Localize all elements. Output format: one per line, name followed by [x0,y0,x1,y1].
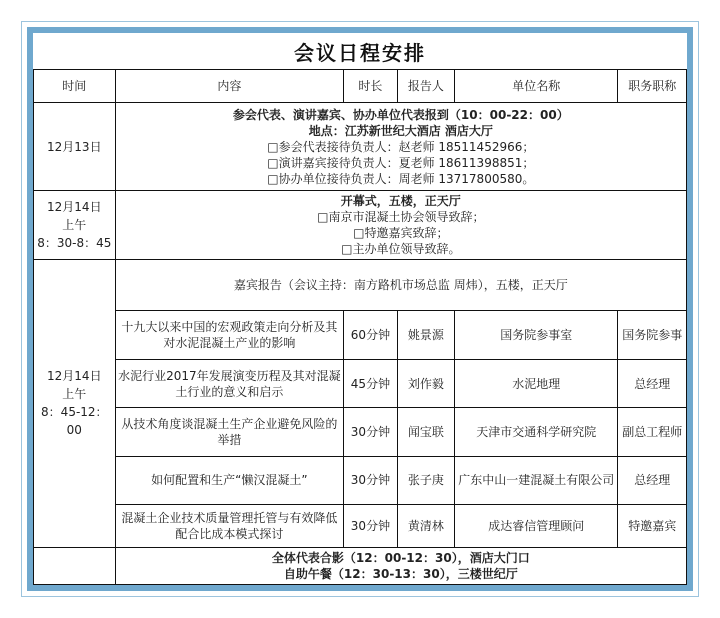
talk-duration: 30分钟 [344,505,398,547]
opening-content-cell [115,191,686,260]
talk-organization: 天津市交通科学研究院 [455,408,618,456]
talk-duration: 30分钟 [344,456,398,504]
col-header-organization: 单位名称 [455,70,618,103]
opening-time-cell [34,191,116,260]
col-header-speaker: 报告人 [397,70,454,103]
opening-line: 开幕式，五楼，正天厅 [340,193,461,208]
closing-line: 全体代表合影（12：00-12：30），酒店大门口 [271,550,530,565]
talk-topic: 混凝土企业技术质量管理托管与有效降低配合比成本模式探讨 [115,505,344,547]
talk-topic: 如何配置和生产“懒汉混凝土” [115,456,344,504]
talk-row [34,456,687,504]
talk-position: 总经理 [618,359,687,407]
talk-topic: 十九大以来中国的宏观政策走向分析及其对水泥混凝土产业的影响 [115,311,344,359]
session-time-line: 上午 [62,387,87,402]
talk-position: 副总工程师 [618,408,687,456]
talk-row [34,408,687,456]
col-header-time: 时间 [34,70,116,103]
closing-row [34,547,687,584]
opening-line: □南京市混凝土协会领导致辞； [317,209,485,224]
registration-time-cell: 12月13日 [34,103,116,191]
talk-speaker: 姚景源 [397,311,454,359]
outer-frame [21,21,699,597]
closing-content-cell [115,547,686,584]
talk-row [34,311,687,359]
talk-speaker: 闻宝联 [397,408,454,456]
talk-position: 特邀嘉宾 [618,505,687,547]
opening-row [34,191,687,260]
talk-organization: 广东中山一建混凝土有限公司 [455,456,618,504]
col-header-content: 内容 [115,70,344,103]
opening-line: □主办单位领导致辞。 [341,241,461,256]
session-header-row [34,259,687,311]
registration-line: □协办单位接待负责人：周老师 13717800580。 [267,171,535,186]
talk-organization: 国务院参事室 [455,311,618,359]
talk-topic: 水泥行业2017年发展演变历程及其对混凝土行业的意义和启示 [115,359,344,407]
registration-line: □参会代表接待负责人：赵老师 18511452966； [267,139,535,154]
col-header-position: 职务职称 [618,70,687,103]
talk-speaker: 张子庚 [397,456,454,504]
talk-row [34,359,687,407]
talk-topic: 从技术角度谈混凝土生产企业避免风险的举措 [115,408,344,456]
page-title: 会议日程安排 [294,40,426,65]
talk-position: 国务院参事 [618,311,687,359]
talk-organization: 成达睿信管理顾问 [455,505,618,547]
closing-time-cell [34,547,116,584]
talk-speaker: 刘作毅 [397,359,454,407]
registration-row [34,103,687,191]
registration-line: 地点：江苏新世纪大酒店 酒店大厅 [308,123,493,138]
talk-duration: 45分钟 [344,359,398,407]
opening-time-line: 8：30-8：45 [37,235,112,250]
inner-frame [27,27,693,591]
col-header-duration: 时长 [344,70,398,103]
opening-line: □特邀嘉宾致辞； [353,225,449,240]
talk-duration: 30分钟 [344,408,398,456]
schedule-table [33,69,687,585]
session-time-line: 8：45-12：00 [41,405,108,438]
table-header-row [34,70,687,103]
closing-line: 自助午餐（12：30-13：30），三楼世纪厅 [283,566,518,581]
session-time-cell [34,259,116,547]
session-time-line: 12月14日 [47,369,102,384]
talk-duration: 60分钟 [344,311,398,359]
session-header-cell: 嘉宾报告（会议主持：南方路机市场总监 周炜），五楼，正天厅 [115,259,686,311]
talk-row [34,505,687,547]
opening-time-line: 上午 [62,217,87,232]
talk-organization: 水泥地理 [455,359,618,407]
opening-time-line: 12月14日 [47,199,102,214]
registration-line: 参会代表、演讲嘉宾、协办单位代表报到（10：00-22：00） [232,107,569,122]
registration-content-cell [115,103,686,191]
registration-line: □演讲嘉宾接待负责人：夏老师 18611398851； [267,155,535,170]
talk-speaker: 黄清林 [397,505,454,547]
talk-position: 总经理 [618,456,687,504]
